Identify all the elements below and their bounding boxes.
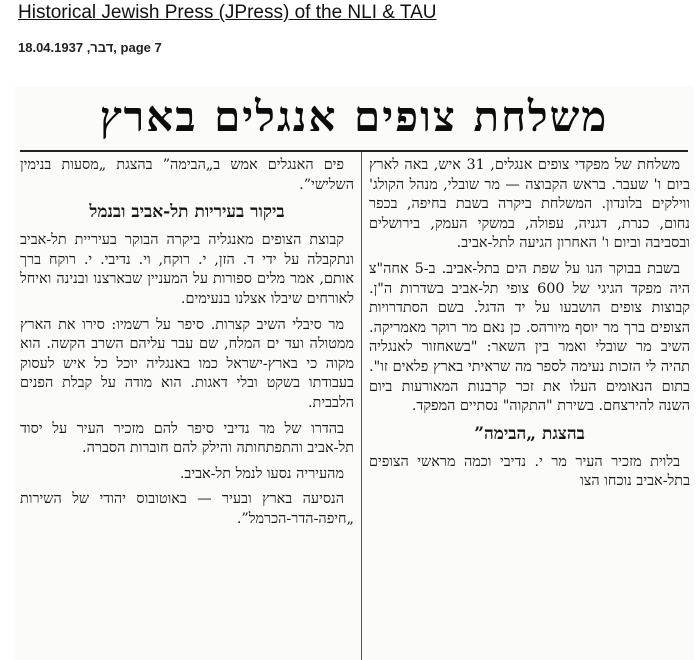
paragraph: משלחת של מפקדי צופים אנגלים, 31 איש, באה לארץ ביום ו' שעבר. בראש הקבוצה — מר שובלי, מנהל הקולג' ווילקים בלונדון. המשלחת ביקרה בשבת בחיפה, בכפר נחום, כנרת, דגניה, עפולה, במשקי העמק, בירושלים ובסביבה וביום ו' האחרון הגיעה לתל-אביב. [369, 157, 690, 252]
newspaper-clipping [14, 86, 694, 660]
site-title-link[interactable]: Historical Jewish Press (JPress) of the NLI & TAU [18, 2, 437, 23]
headline-rule [20, 150, 688, 152]
paragraph: מר סיבלי השיב קצרות. סיפר על רשמיו: סירו את הארץ ממטולה ועד ים המלח, שם עבר עליהם השרב הקשה. הוא מקוה כי בארץ-ישראל כמו באנגליה יוכל כל איש לעסוק בעבודתו בשקט ובלי דאגות. הוא מודה על קבלת הפנים הלבבית. [20, 316, 354, 411]
page-header [18, 2, 688, 55]
article-column-left [20, 156, 354, 660]
article-column-right [369, 156, 690, 660]
publication-meta: דבר, 18.04.1937, page 7 [18, 40, 162, 55]
article-headline: משלחת צופים אנגלים בארץ [99, 92, 609, 141]
column-divider [361, 152, 362, 660]
section-subhead: בהצגת „הבימה” [474, 423, 585, 444]
section-subhead: ביקור בעיריות תל-אביב ובנמל [89, 202, 285, 223]
paragraph: פים האנגלים אמש ב„הבימה” בהצגת „מסעות בנימין השלישי”. [20, 157, 354, 193]
paragraph: בלוית מזכיר העיר מר י. נדיבי וכמה מראשי הצופים בתל-אביב נוכחו הצו [369, 453, 690, 490]
paragraph: מהעיריה נסעו לנמל תל-אביב. [179, 465, 344, 482]
paragraph: בהדרו של מר נדיבי סיפר להם מזכיר העיר על יסוד תל-אביב והתפתחותה והילק להם חוברות הסברה. [20, 420, 354, 457]
paragraph: בשבת בבוקר הנו על שפת הים בתל-אביב. ב-5 אחה"צ היה מפקד הגיגי של 600 צופי תל-אביב בשדרות ה"ן. קבוצות צופים הושבעו על יד הדגל. בשם הסתדרויות הצופים ברך מר יוסף מיורהס. כן נאם מר רוקר מאמריקה. השיב מר שובלי ואמר בין השאר: "בשאחזור לאנגליה תהיה לי הזכות נעימה לספר מה שראיתי בארץ פלאים זו". בתום הנאומים העלו את זכר קרבנות המאורעות ביום השנה להירצחם. בשירת "התקוה" נסתיים המפקד. [369, 260, 690, 415]
paragraph: הנסיעה בארץ ובעיר — באוטובוס יהודי של השירות „חיפה-הדר-הכרמל”. [20, 491, 354, 527]
paragraph: קבוצת הצופים מאנגליה ביקרה הבוקר בעיריית תל-אביב ונתקבלה על ידי ד. הזן, י. רוקח, וי. נדיבי. י. רוקח ברך אותם, אמר מלים ספורות על המעניין שבארצנו ובנינה ואיחל לאורחים שיבלו אצלנו בנעימים. [20, 232, 354, 307]
